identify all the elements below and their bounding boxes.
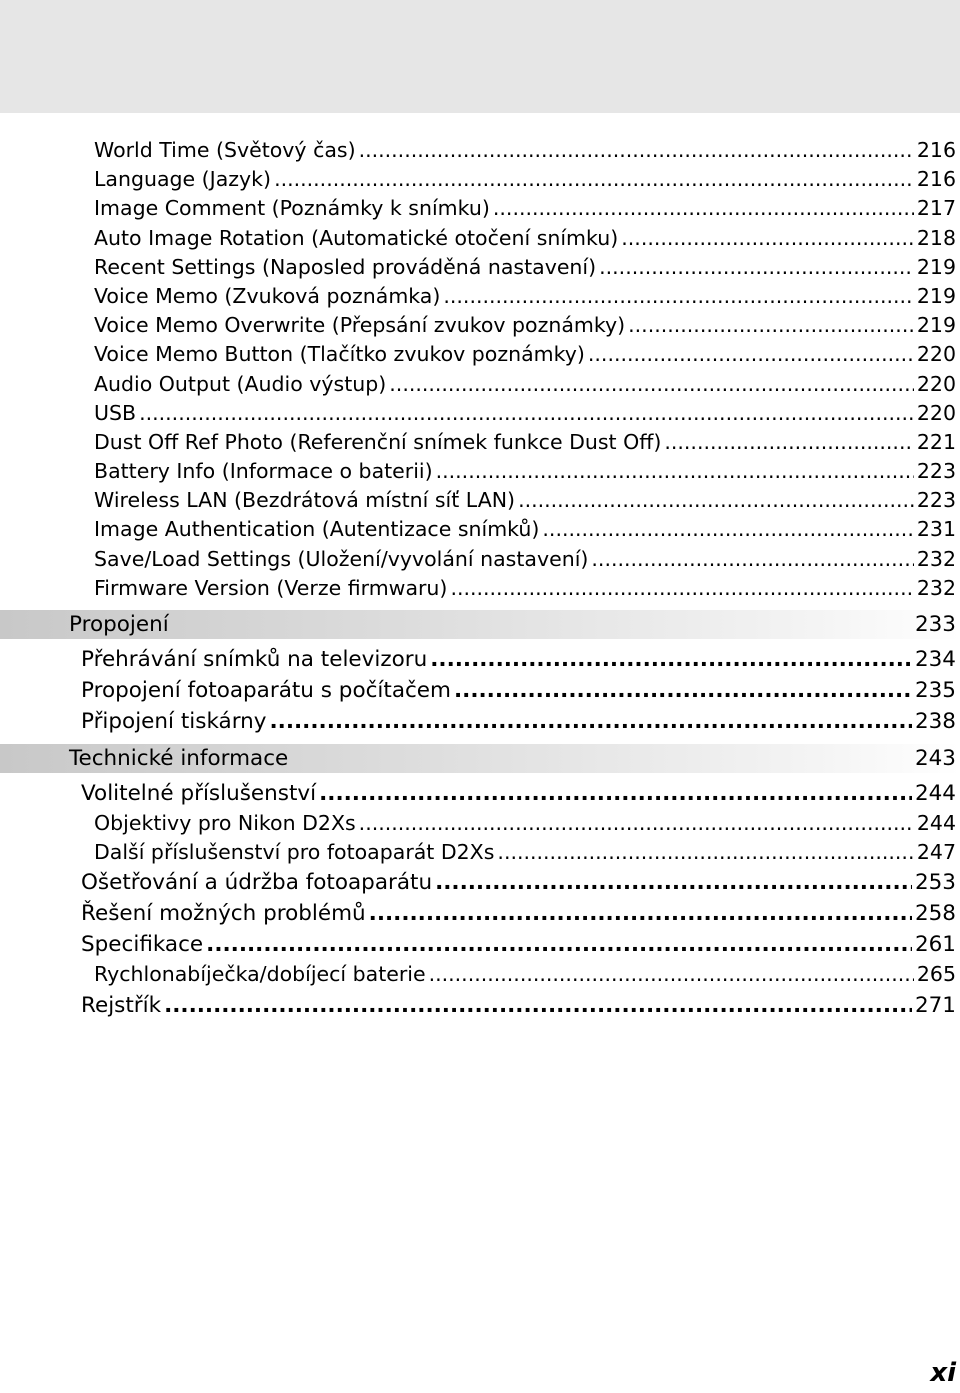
toc-entry-title: Voice Memo Overwrite (Přepsání zvukov poznámky) — [94, 313, 626, 338]
toc-entry-title: Voice Memo Button (Tlačítko zvukov poznámky) — [94, 342, 585, 367]
toc-entry-page: 238 — [914, 709, 956, 734]
toc-entry-title: Technické informace — [69, 746, 289, 771]
toc-entry-page: 258 — [914, 901, 956, 927]
toc-chapter-entry[interactable] — [0, 929, 960, 960]
dot-leader — [319, 778, 912, 809]
toc-entry-title: Další příslušenství pro fotoaparát D2Xs — [94, 840, 495, 865]
toc-entry-page: 216 — [916, 138, 956, 162]
toc-chapter-entry[interactable] — [0, 706, 960, 737]
toc-entry-title: Save/Load Settings (Uložení/vyvolání nastavení) — [94, 546, 589, 571]
dot-leader — [493, 194, 914, 223]
dot-leader — [430, 644, 912, 675]
toc-entry-page: 243 — [914, 746, 956, 771]
toc-subentry[interactable] — [0, 809, 960, 838]
toc-subentry[interactable] — [0, 545, 960, 574]
dot-leader — [139, 399, 914, 428]
toc-subentry[interactable] — [0, 515, 960, 544]
toc-entry-title: World Time (Světový čas) — [94, 138, 356, 162]
dot-leader — [435, 867, 912, 898]
toc-entry-title: Volitelné příslušenství — [81, 781, 317, 806]
toc-entry-title: Wireless LAN (Bezdrátová místní síť LAN) — [94, 488, 516, 513]
toc-chapter-entry[interactable] — [0, 675, 960, 706]
toc-chapter-entry[interactable] — [0, 644, 960, 675]
toc-entry-page: 223 — [916, 488, 956, 513]
toc-subentry[interactable] — [0, 486, 960, 515]
toc-entry-page: 233 — [914, 612, 956, 637]
toc-entry-page: 220 — [916, 342, 956, 367]
toc-entry-title: Language (Jazyk) — [94, 167, 272, 192]
dot-leader — [664, 428, 914, 457]
toc-subentry[interactable] — [0, 311, 960, 340]
dot-leader — [518, 486, 914, 515]
toc-section-header[interactable] — [0, 744, 960, 773]
dot-leader — [497, 838, 913, 867]
dot-leader — [206, 929, 912, 960]
toc-chapter-entry[interactable] — [0, 778, 960, 809]
toc-subentry[interactable] — [0, 224, 960, 253]
toc-entry-title: Dust Off Ref Photo (Referenční snímek funkce Dust Off) — [94, 429, 662, 454]
toc-entry-page: 219 — [916, 254, 956, 279]
toc-entry-title: Přehrávání snímků na televizoru — [81, 647, 428, 672]
dot-leader — [274, 165, 914, 194]
page-number: xi — [930, 1358, 956, 1388]
toc-entry-title: Specifikace — [81, 932, 204, 958]
dot-leader — [359, 136, 914, 165]
toc-entry-page: 221 — [916, 429, 956, 454]
toc-entry-title: Auto Image Rotation (Automatické otočení snímku) — [94, 225, 619, 250]
dot-leader — [591, 545, 913, 574]
dot-leader — [443, 282, 913, 311]
toc-entry-page: 217 — [916, 196, 956, 221]
toc-subentry[interactable] — [0, 165, 960, 194]
toc-entry-page: 235 — [914, 678, 956, 703]
toc-subentry[interactable] — [0, 960, 960, 989]
dot-leader — [369, 898, 912, 929]
toc-entry-page: 220 — [916, 371, 956, 396]
dot-leader — [359, 809, 914, 838]
toc-subentry[interactable] — [0, 574, 960, 603]
toc-subentry[interactable] — [0, 194, 960, 223]
toc-entry-page: 219 — [916, 313, 956, 338]
toc-entry-page: 219 — [916, 283, 956, 308]
toc-section-header[interactable] — [0, 610, 960, 639]
toc-subentry[interactable] — [0, 340, 960, 369]
toc-entry-page: 253 — [914, 870, 956, 896]
toc-entry-page: 271 — [914, 992, 956, 1018]
dot-leader — [454, 675, 912, 706]
toc-subentry[interactable] — [0, 428, 960, 457]
toc-entry-title: Recent Settings (Naposled prováděná nastavení) — [94, 254, 597, 279]
toc-subentry[interactable] — [0, 838, 960, 867]
toc-subentry[interactable] — [0, 457, 960, 486]
toc-entry-title: Objektivy pro Nikon D2Xs — [94, 811, 356, 835]
toc-entry-title: Řešení možných problémů — [81, 901, 366, 927]
toc-entry-page: 216 — [916, 167, 956, 192]
toc-entry-title: Image Comment (Poznámky k snímku) — [94, 196, 490, 221]
toc-entry-title: Rejstřík — [81, 992, 162, 1018]
toc-entry-title: Audio Output (Audio výstup) — [94, 371, 387, 396]
toc-entry-title: Firmware Version (Verze firmwaru) — [94, 575, 448, 600]
toc-entry-title: Voice Memo (Zvuková poznámka) — [94, 283, 441, 308]
dot-leader — [621, 224, 914, 253]
toc-subentry[interactable] — [0, 136, 960, 165]
toc-entry-page: 223 — [916, 459, 956, 484]
toc-chapter-entry[interactable] — [0, 867, 960, 898]
toc-entry-page: 261 — [914, 932, 956, 958]
toc-entry-page: 265 — [916, 962, 956, 987]
dot-leader — [450, 574, 913, 603]
toc-subentry[interactable] — [0, 282, 960, 311]
table-of-contents — [0, 136, 960, 1021]
toc-entry-page: 244 — [916, 811, 956, 835]
toc-subentry[interactable] — [0, 370, 960, 399]
toc-entry-title: Ošetřování a údržba fotoaparátu — [81, 870, 433, 896]
header-band — [0, 0, 960, 113]
toc-entry-title: Připojení tiskárny — [81, 709, 267, 734]
dot-leader — [628, 311, 914, 340]
toc-entry-title: Propojení — [69, 612, 169, 637]
toc-entry-title: Propojení fotoaparátu s počítačem — [81, 678, 451, 703]
dot-leader — [599, 253, 914, 282]
dot-leader — [436, 457, 914, 486]
toc-chapter-entry[interactable] — [0, 990, 960, 1021]
toc-entry-page: 220 — [916, 400, 956, 425]
toc-entry-page: 234 — [914, 647, 956, 672]
toc-entry-title: Battery Info (Informace o baterii) — [94, 459, 433, 484]
dot-leader — [164, 990, 912, 1021]
toc-entry-page: 231 — [916, 517, 956, 542]
dot-leader — [389, 370, 914, 399]
toc-entry-page: 232 — [916, 546, 956, 571]
toc-entry-page: 218 — [916, 225, 956, 250]
dot-leader — [542, 515, 913, 544]
toc-entry-title: USB — [94, 400, 137, 425]
toc-subentry[interactable] — [0, 253, 960, 282]
toc-chapter-entry[interactable] — [0, 898, 960, 929]
toc-entry-page: 232 — [916, 575, 956, 600]
dot-leader — [588, 340, 914, 369]
dot-leader — [429, 960, 914, 989]
toc-entry-title: Rychlonabíječka/dobíjecí baterie — [94, 962, 426, 987]
toc-entry-page: 244 — [914, 781, 956, 806]
toc-subentry[interactable] — [0, 399, 960, 428]
dot-leader — [270, 706, 912, 737]
toc-entry-title: Image Authentication (Autentizace snímků) — [94, 517, 540, 542]
toc-entry-page: 247 — [916, 840, 956, 865]
